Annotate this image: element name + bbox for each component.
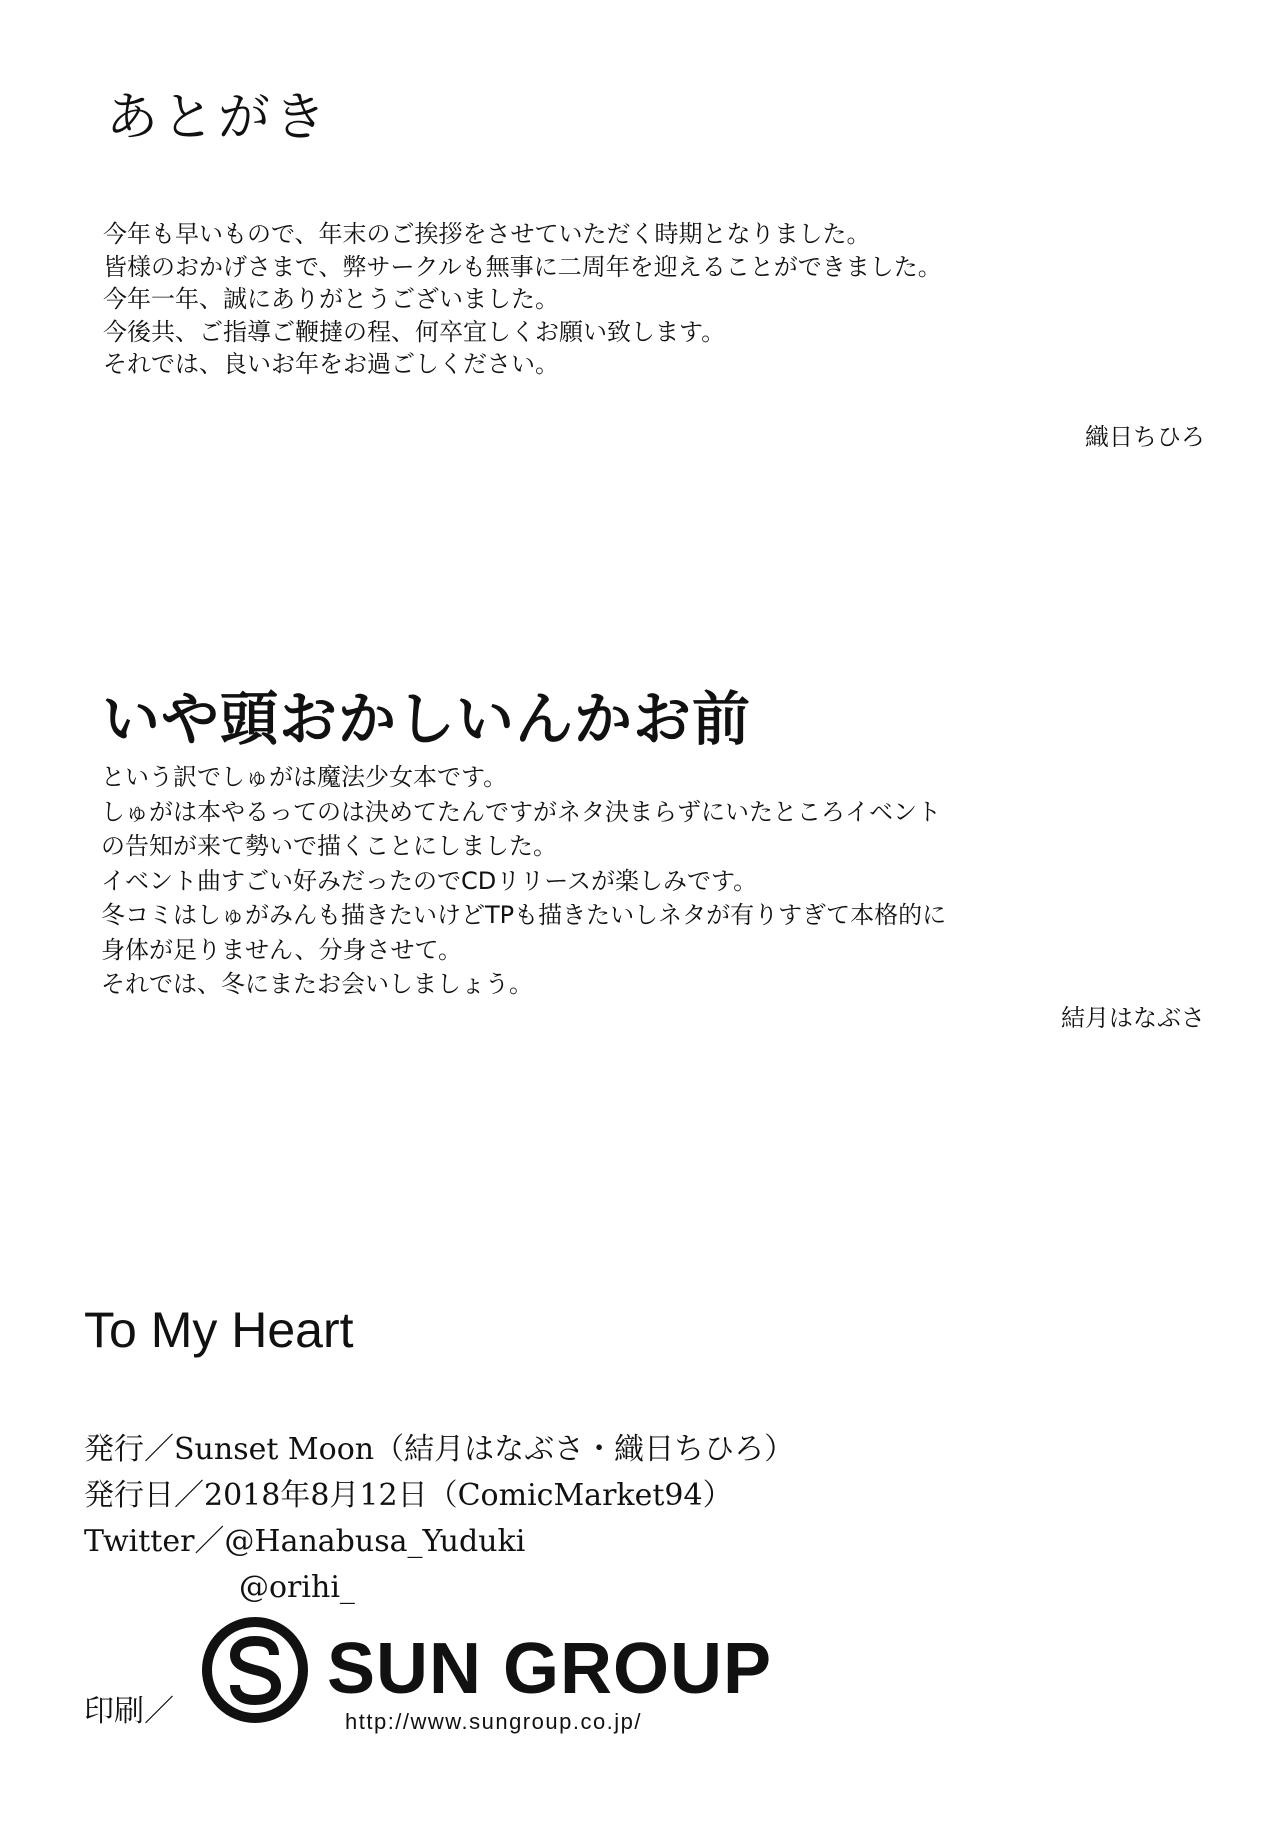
- publish-date-line: 発行日／2018年8月12日（ComicMarket94）: [84, 1478, 733, 1513]
- second-line: 冬コミはしゅがみんも描きたいけどTPも描きたいしネタが有りすぎて本格的に: [101, 901, 947, 929]
- second-heading: いや頭おかしいんかお前: [102, 685, 752, 753]
- second-line: という訳でしゅがは魔法少女本です。: [101, 763, 508, 791]
- publisher-line: 発行／Sunset Moon（結月はなぶさ・織日ちひろ）: [84, 1432, 795, 1467]
- second-line: 身体が足りません、分身させて。: [101, 935, 462, 964]
- afterword-line: それでは、良いお年をお過ごしください。: [103, 350, 559, 378]
- afterword-heading: あとがき: [106, 88, 331, 148]
- sun-group-logo-icon: [200, 1615, 310, 1725]
- afterword-body: [103, 218, 942, 381]
- printer-name: SUN GROUP: [327, 1629, 773, 1709]
- afterword-line: 皆様のおかげさまで、弊サークルも無事に二周年を迎えることができました。: [103, 252, 942, 281]
- book-title: To My Heart: [84, 1302, 354, 1358]
- afterword-line: 今年一年、誠にありがとうございました。: [103, 285, 559, 313]
- printer-url: http://www.sungroup.co.jp/: [345, 1709, 643, 1734]
- afterword-line: 今後共、ご指導ご鞭撻の程、何卒宜しくお願い致します。: [103, 317, 726, 346]
- twitter-handle-2: @orihi_: [239, 1570, 355, 1605]
- second-line: それでは、冬にまたお会いしましょう。: [101, 970, 533, 998]
- second-line: しゅがは本やるってのは決めてたんですがネタ決まらずにいたところイベント: [101, 797, 941, 826]
- second-body: [101, 760, 946, 1002]
- second-line: の告知が来て勢いで描くことにしました。: [101, 832, 557, 860]
- author-signature: 織日ちひろ: [1085, 423, 1205, 451]
- second-line: イベント曲すごい好みだったのでCDリリースが楽しみです。: [101, 866, 758, 895]
- printer-label: 印刷／: [84, 1694, 174, 1729]
- author-signature-2: 結月はなぶさ: [1061, 1004, 1205, 1032]
- colophon-block: [84, 1427, 794, 1611]
- afterword-line: 今年も早いもので、年末のご挨拶をさせていただく時期となりました。: [103, 220, 871, 248]
- twitter-line: Twitter／@Hanabusa_Yuduki: [84, 1524, 526, 1559]
